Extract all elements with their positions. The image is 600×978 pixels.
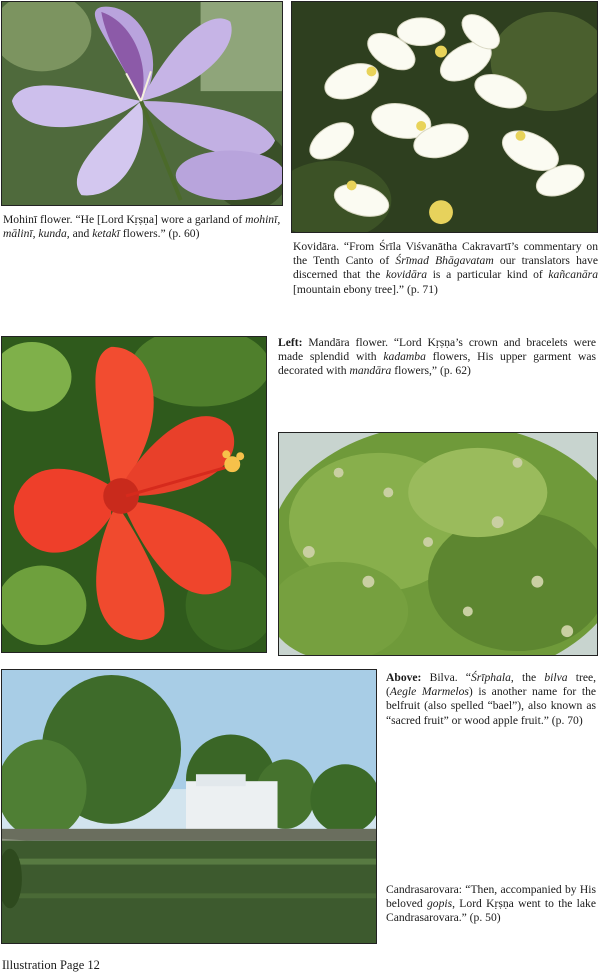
page-footer: Illustration Page 12 xyxy=(2,958,100,972)
candrasarovara-caption: Candrasarovara: “Then, accompanied by His beloved gopis, Lord Kṛṣṇa went to the lake Candrasarovara.” (p. 50) xyxy=(386,883,596,925)
kovidara-caption: Kovidāra. “From Śrīla Viśvanātha Cakravartī’s commentary on the Tenth Canto of Śrīmad Bhāgavatam our translators have discerned that the kovidāra is a particular kind of kañcanāra [mountain ebony tree].” (p. 71) xyxy=(293,240,598,296)
mandara-caption: Left: Mandāra flower. “Lord Kṛṣṇa’s crown and bracelets were made splendid with kadamba flowers, His upper garment was decorated with mandāra flowers,” (p. 62) xyxy=(278,336,597,378)
candrasarovara-lake-photo xyxy=(1,669,377,944)
bilva-tree-photo xyxy=(278,432,598,656)
kovidara-flower-photo xyxy=(291,1,598,233)
mandara-flower-photo xyxy=(1,336,267,653)
bilva-caption: Above: Bilva. “Śrīphala, the bilva tree, (Aegle Marmelos) is another name for the belfruit (also spelled “bael”), also known as “sacred fruit” or wood apple fruit.” (p. 70) xyxy=(386,671,597,727)
mohini-caption: Mohinī flower. “He [Lord Kṛṣṇa] wore a garland of mohinī, mālinī, kunda, and ketakī flowers.” (p. 60) xyxy=(3,213,281,241)
mohini-flower-photo xyxy=(1,1,283,206)
